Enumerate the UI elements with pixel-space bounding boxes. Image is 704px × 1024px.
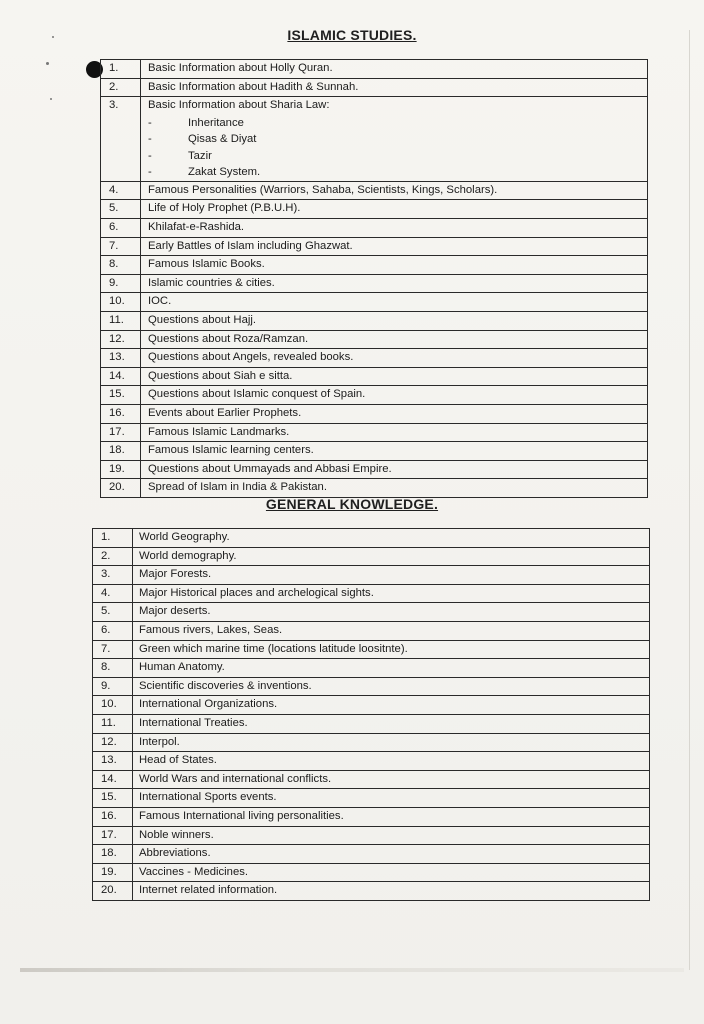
table-row	[101, 219, 647, 238]
table-row	[101, 200, 647, 219]
islamic-studies-title: ISLAMIC STUDIES.	[287, 27, 417, 43]
scan-shadow	[20, 968, 684, 972]
item-number: 17.	[101, 424, 141, 442]
table-row	[101, 386, 647, 405]
table-row	[101, 479, 647, 497]
sub-item	[148, 115, 329, 132]
table-row	[93, 566, 649, 585]
item-text: Famous Personalities (Warriors, Sahaba, Scientists, Kings, Scholars).	[148, 183, 498, 196]
table-row	[101, 368, 647, 387]
item-number: 9.	[101, 275, 141, 293]
islamic-studies-table	[100, 59, 648, 498]
table-row	[101, 79, 647, 98]
bullet-dash: -	[148, 116, 152, 129]
general-knowledge-title: GENERAL KNOWLEDGE.	[265, 496, 439, 512]
table-row	[93, 882, 649, 900]
item-text: Famous International living personalities.	[139, 809, 344, 822]
scan-speck	[46, 62, 49, 65]
table-row	[101, 60, 647, 79]
table-row	[101, 405, 647, 424]
item-number: 7.	[101, 238, 141, 256]
item-number: 10.	[101, 293, 141, 311]
item-text: Abbreviations.	[139, 847, 211, 860]
item-text: Islamic countries & cities.	[148, 276, 275, 289]
item-number: 19.	[93, 864, 133, 882]
general-knowledge-table	[92, 528, 650, 901]
item-text: International Sports events.	[139, 791, 277, 804]
item-number: 4.	[93, 585, 133, 603]
item-text: Questions about Siah e sitta.	[148, 369, 293, 382]
bullet-dash: -	[148, 149, 152, 162]
sub-item-text: Inheritance	[188, 116, 244, 129]
item-text: Questions about Hajj.	[148, 313, 257, 326]
table-row	[93, 548, 649, 567]
item-number: 6.	[93, 622, 133, 640]
item-text: Questions about Ummayads and Abbasi Empire.	[148, 462, 392, 475]
sub-item	[148, 164, 329, 181]
table-row	[101, 238, 647, 257]
item-number: 20.	[93, 882, 133, 900]
item-text: Famous Islamic Books.	[148, 258, 265, 271]
item-number: 1.	[101, 60, 141, 78]
item-number: 4.	[101, 182, 141, 200]
table-row	[93, 585, 649, 604]
table-row	[93, 641, 649, 660]
item-text: Famous Islamic learning centers.	[148, 444, 314, 457]
item-number: 17.	[93, 827, 133, 845]
item-number: 8.	[93, 659, 133, 677]
item-number: 16.	[93, 808, 133, 826]
table-row	[93, 808, 649, 827]
item-number: 2.	[93, 548, 133, 566]
item-text: Interpol.	[139, 735, 180, 748]
bullet-dash: -	[148, 166, 152, 179]
item-text: Major Forests.	[139, 568, 212, 581]
item-number: 10.	[93, 696, 133, 714]
item-text: Questions about Angels, revealed books.	[148, 351, 354, 364]
table-row	[93, 789, 649, 808]
item-number: 13.	[93, 752, 133, 770]
item-text: Spread of Islam in India & Pakistan.	[148, 481, 327, 494]
item-text: Human Anatomy.	[139, 661, 225, 674]
table-row	[93, 696, 649, 715]
item-number: 3.	[101, 97, 141, 181]
item-text: Events about Earlier Prophets.	[148, 406, 302, 419]
item-number: 6.	[101, 219, 141, 237]
item-number: 2.	[101, 79, 141, 97]
item-text: Basic Information about Hadith & Sunnah.	[148, 80, 359, 93]
table-row	[93, 827, 649, 846]
item-text: International Treaties.	[139, 716, 248, 729]
item-number: 8.	[101, 256, 141, 274]
item-text: Vaccines - Medicines.	[139, 865, 249, 878]
item-number: 16.	[101, 405, 141, 423]
table-row	[101, 293, 647, 312]
item-number: 11.	[101, 312, 141, 330]
table-row	[93, 734, 649, 753]
table-row	[93, 845, 649, 864]
item-number: 11.	[93, 715, 133, 733]
item-text: Basic Information about Sharia Law:	[148, 99, 330, 112]
item-text: Life of Holy Prophet (P.B.U.H).	[148, 202, 301, 215]
table-row	[93, 622, 649, 641]
sub-item-text: Zakat System.	[188, 166, 261, 179]
item-number: 12.	[93, 734, 133, 752]
item-text: Famous Islamic Landmarks.	[148, 425, 290, 438]
sub-item	[148, 131, 329, 148]
item-number: 9.	[93, 678, 133, 696]
item-number: 14.	[101, 368, 141, 386]
item-text: Major deserts.	[139, 605, 211, 618]
table-row	[93, 659, 649, 678]
item-number: 20.	[101, 479, 141, 497]
item-number: 5.	[93, 603, 133, 621]
item-text: World demography.	[139, 549, 237, 562]
table-row	[101, 349, 647, 368]
item-text: Questions about Roza/Ramzan.	[148, 332, 309, 345]
sub-item-text: Tazir	[188, 149, 212, 162]
item-number: 13.	[101, 349, 141, 367]
item-number: 18.	[101, 442, 141, 460]
table-row	[93, 603, 649, 622]
table-row	[93, 752, 649, 771]
item-text: Khilafat-e-Rashida.	[148, 220, 245, 233]
table-row	[93, 529, 649, 548]
table-row	[101, 256, 647, 275]
table-row	[93, 715, 649, 734]
table-row	[101, 97, 647, 182]
item-text: Basic Information about Holly Quran.	[148, 62, 333, 74]
item-text: Major Historical places and archelogical sights.	[139, 586, 374, 599]
table-row	[101, 312, 647, 331]
item-text: Head of States.	[139, 754, 217, 767]
table-row	[101, 275, 647, 294]
item-number: 5.	[101, 200, 141, 218]
sub-item	[148, 148, 329, 165]
table-row	[93, 678, 649, 697]
table-row	[93, 864, 649, 883]
table-row	[93, 771, 649, 790]
item-number: 15.	[93, 789, 133, 807]
table-row	[101, 461, 647, 480]
item-text: Questions about Islamic conquest of Spain.	[148, 388, 366, 401]
item-text: World Wars and international conflicts.	[139, 772, 332, 785]
item-text: Scientific discoveries & inventions.	[139, 679, 312, 692]
item-number: 18.	[93, 845, 133, 863]
item-text: IOC.	[148, 295, 172, 308]
table-row	[101, 424, 647, 443]
item-text: Green which marine time (locations latitude loositnte).	[139, 642, 408, 655]
item-text: Internet related information.	[139, 884, 278, 897]
item-text: Early Battles of Islam including Ghazwat.	[148, 239, 353, 252]
item-number: 3.	[93, 566, 133, 584]
item-text: Noble winners.	[139, 828, 214, 841]
scan-speck	[50, 98, 52, 100]
bullet-dash: -	[148, 133, 152, 146]
sub-item-text: Qisas & Diyat	[188, 133, 257, 146]
item-number: 1.	[93, 529, 133, 547]
table-row	[101, 331, 647, 350]
item-number: 7.	[93, 641, 133, 659]
item-number: 14.	[93, 771, 133, 789]
item-number: 19.	[101, 461, 141, 479]
table-row	[101, 442, 647, 461]
item-text: World Geography.	[139, 531, 230, 543]
item-text: Famous rivers, Lakes, Seas.	[139, 623, 283, 636]
table-row	[101, 182, 647, 201]
item-text: International Organizations.	[139, 698, 278, 711]
item-number: 15.	[101, 386, 141, 404]
item-number: 12.	[101, 331, 141, 349]
